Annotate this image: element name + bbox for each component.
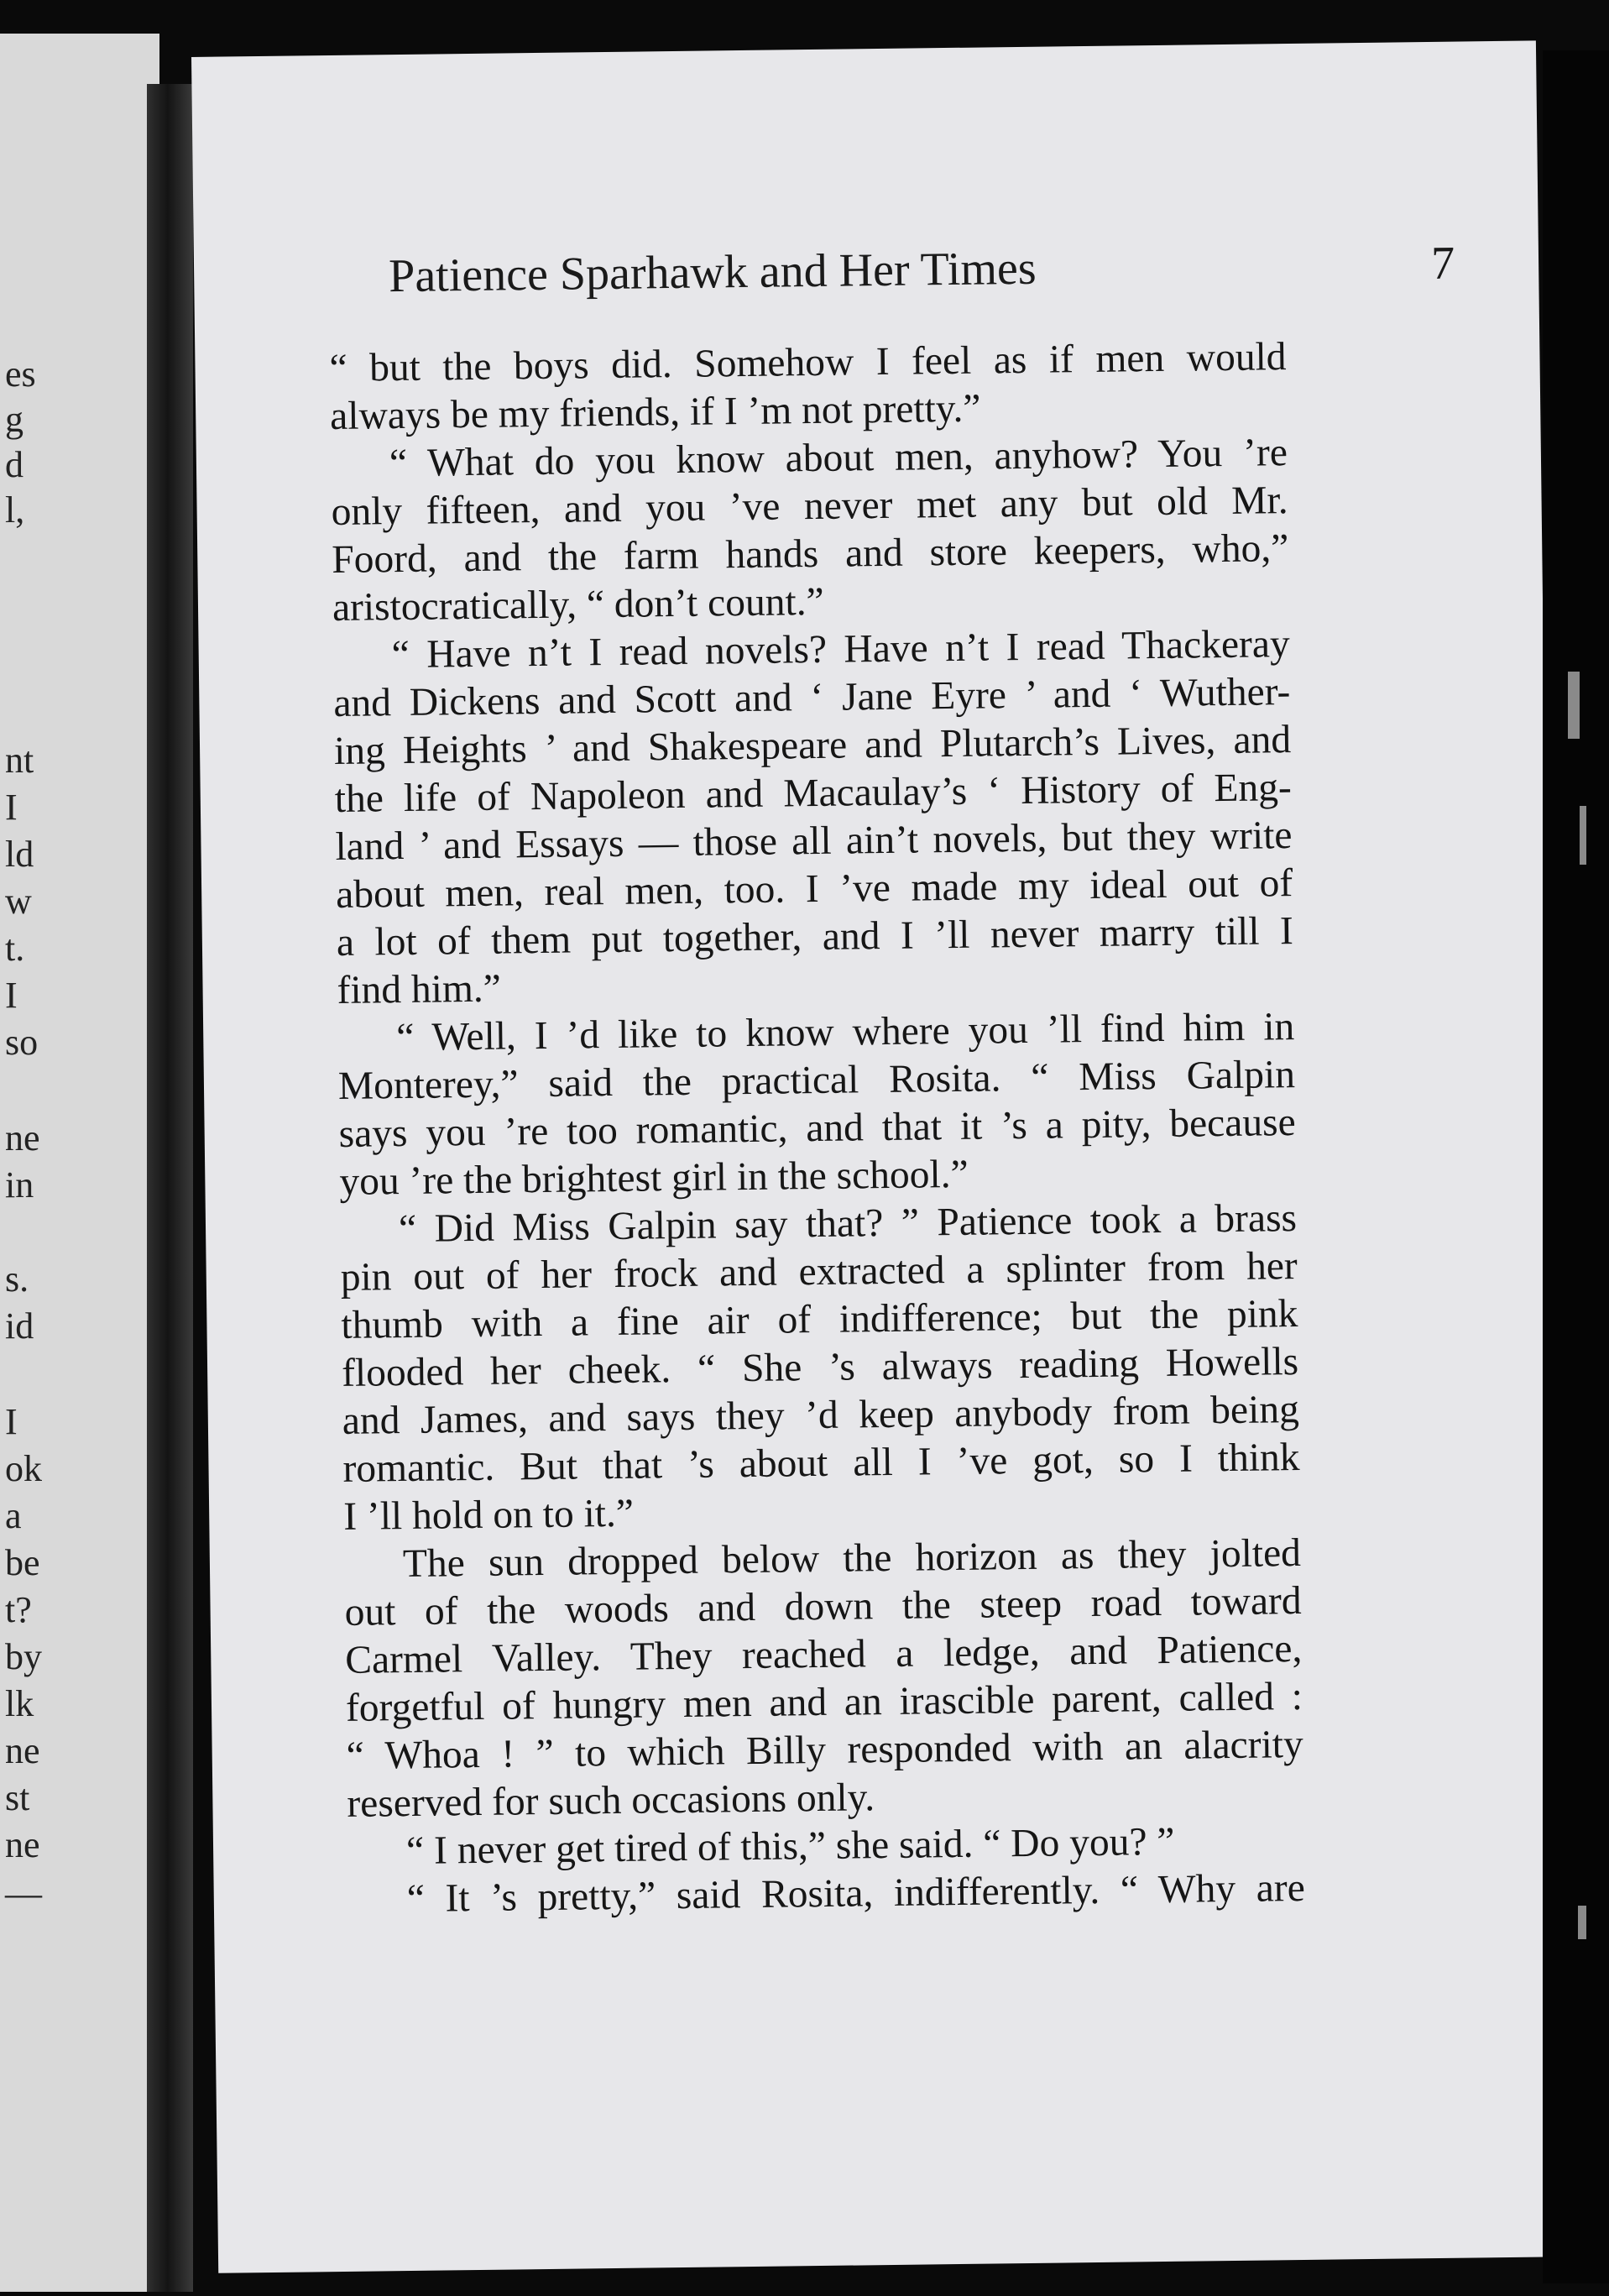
text-line: “ What do you know about men, anyhow? You ’re xyxy=(389,431,1288,486)
text-line: land ’ and Essays — those all ain’t novels, but they write xyxy=(335,813,1293,869)
text-line: “ I never get tired of this,” she said. “ Do you? ” xyxy=(405,1819,1175,1874)
previous-page-fragment: be xyxy=(5,1542,40,1583)
page-number: 7 xyxy=(1430,237,1455,290)
scan-mark xyxy=(1578,1906,1586,1939)
previous-page-fragment: ne xyxy=(5,1730,40,1771)
previous-page-fragment: I xyxy=(5,975,18,1016)
text-line: “ It ’s pretty,” said Rosita, indifferently. “ Why are xyxy=(406,1865,1306,1922)
scan-background-right xyxy=(1543,50,1609,2283)
text-line: thumb with a fine air of indifference; but the pink xyxy=(341,1292,1298,1347)
previous-page-fragment: d xyxy=(5,444,24,485)
scan-mark xyxy=(1580,806,1586,865)
previous-page-fragment: ne xyxy=(5,1824,40,1865)
page-body-text xyxy=(329,333,1305,1924)
previous-page-edge xyxy=(0,34,159,2292)
previous-page-fragment: s. xyxy=(5,1258,29,1300)
previous-page-fragment: l, xyxy=(5,489,25,531)
text-line: says you ’re too romantic, and that it ’s a pity, because xyxy=(338,1101,1296,1156)
previous-page-text-fragments xyxy=(0,34,159,2292)
text-line: I ’ll hold on to it.” xyxy=(342,1491,635,1539)
previous-page-fragment: id xyxy=(5,1305,34,1347)
previous-page-fragment: by xyxy=(5,1636,42,1677)
text-line: the life of Napoleon and Macaulay’s ‘ History of Eng- xyxy=(334,766,1293,821)
text-line: and Dickens and Scott and ‘ Jane Eyre ’ and ‘ Wuther- xyxy=(333,670,1291,725)
running-header xyxy=(389,237,1455,317)
text-line: only fifteen, and you ’ve never met any but old Mr. xyxy=(331,479,1288,535)
previous-page-fragment: t? xyxy=(5,1589,32,1630)
text-line: always be my friends, if I ’m not pretty.” xyxy=(329,386,981,439)
text-line: Foord, and the farm hands and store keepers, who,” xyxy=(332,526,1289,582)
text-line: about men, real men, too. I ’ve made my ideal out of xyxy=(335,861,1293,917)
text-line: pin out of her frock and extracted a splinter from her xyxy=(340,1244,1298,1300)
text-line: find him.” xyxy=(337,966,502,1012)
previous-page-fragment: lk xyxy=(5,1683,34,1724)
previous-page-fragment: ok xyxy=(5,1448,42,1489)
previous-page-fragment: ne xyxy=(5,1117,40,1158)
previous-page-fragment: — xyxy=(5,1873,42,1914)
book-page xyxy=(191,40,1563,2272)
text-line: a lot of them put together, and I ’ll never marry till I xyxy=(336,909,1294,965)
text-line: Carmel Valley. They reached a ledge, and Patience, xyxy=(345,1626,1303,1682)
text-line: aristocratically, “ don’t count.” xyxy=(332,579,824,630)
text-line: The sun dropped below the horizon as they jolted xyxy=(402,1530,1302,1587)
running-head-title: Patience Sparhawk and Her Times xyxy=(388,242,1037,303)
previous-page-fragment: g xyxy=(5,399,24,440)
previous-page-fragment: ld xyxy=(5,834,34,875)
text-line: flooded her cheek. “ She ’s always reading Howells xyxy=(341,1340,1299,1395)
text-line: out of the woods and down the steep road toward xyxy=(344,1578,1302,1634)
book-spine-gutter xyxy=(147,84,193,2292)
previous-page-fragment: I xyxy=(5,787,18,828)
text-line: “ Did Miss Galpin say that? ” Patience took a brass xyxy=(398,1196,1298,1252)
text-line: Monterey,” said the practical Rosita. “ Miss Galpin xyxy=(337,1053,1296,1108)
previous-page-fragment: a xyxy=(5,1495,22,1536)
previous-page-fragment: I xyxy=(5,1401,18,1442)
previous-page-fragment: w xyxy=(5,881,32,922)
text-line: forgetful of hungry men and an irascible parent, called : xyxy=(345,1674,1303,1730)
previous-page-fragment: es xyxy=(5,353,36,395)
previous-page-fragment: t. xyxy=(5,928,25,969)
text-line: “ Whoa ! ” to which Billy responded with an alacrity xyxy=(346,1722,1303,1778)
previous-page-fragment: so xyxy=(5,1022,39,1063)
previous-page-fragment: in xyxy=(5,1164,34,1206)
text-line: you ’re the brightest girl in the school.” xyxy=(339,1152,969,1204)
text-line: “ Well, I ’d like to know where you ’ll find him in xyxy=(395,1005,1295,1060)
text-line: reserved for such occasions only. xyxy=(347,1776,875,1826)
text-line: and James, and says they ’d keep anybody from being xyxy=(342,1387,1300,1443)
text-line: “ but the boys did. Somehow I feel as if men would xyxy=(329,335,1287,391)
text-line: ing Heights ’ and Shakespeare and Plutarch’s Lives, and xyxy=(333,718,1292,773)
previous-page-fragment: st xyxy=(5,1777,30,1818)
previous-page-fragment: nt xyxy=(5,740,34,781)
scan-mark xyxy=(1568,672,1580,739)
text-line: romantic. But that ’s about all I ’ve got, so I think xyxy=(342,1435,1300,1491)
text-line: “ Have n’t I read novels? Have n’t I read Thackeray xyxy=(391,622,1290,677)
